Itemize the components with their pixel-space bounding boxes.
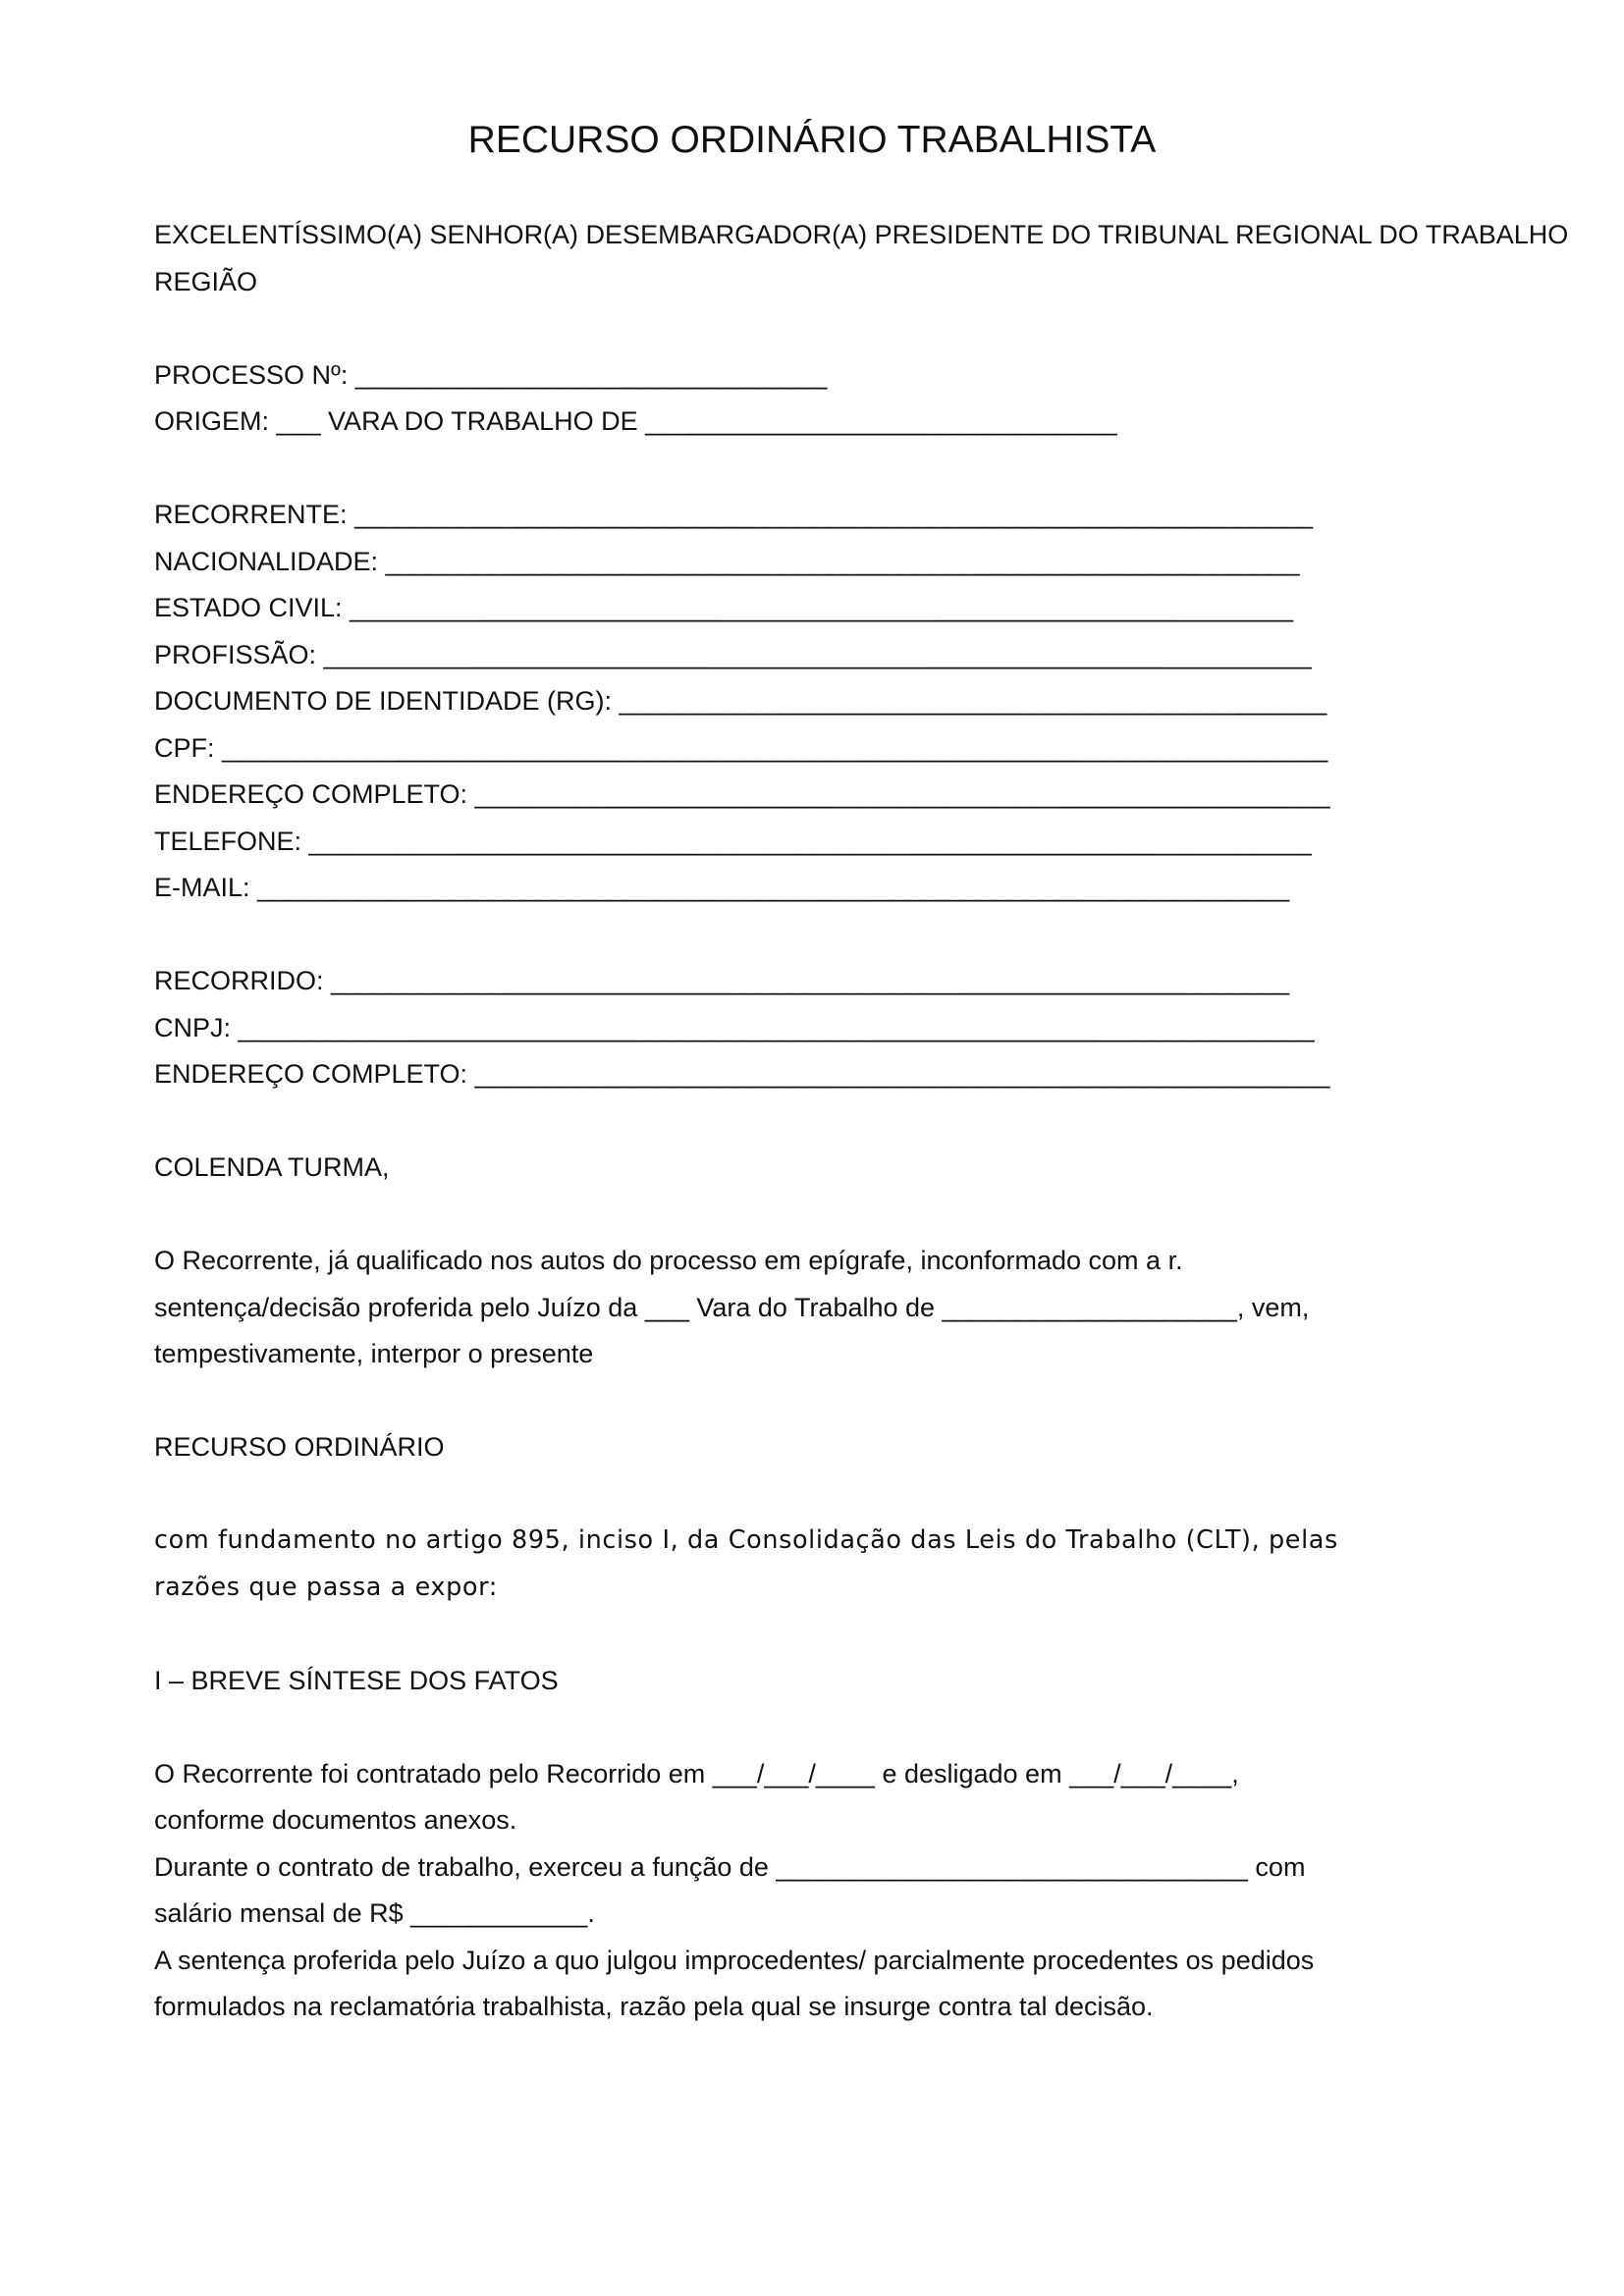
document-title: RECURSO ORDINÁRIO TRABALHISTA (467, 119, 1157, 161)
documento-rg-field: DOCUMENTO DE IDENTIDADE (RG): ________________________________________________ (154, 686, 1327, 716)
fatos-line-4: salário mensal de R$ ____________. (154, 1898, 595, 1928)
fatos-line-2: conforme documentos anexos. (154, 1805, 517, 1835)
addressee-line-2: REGIÃO (154, 266, 258, 296)
endereco-recorrente-field: ENDEREÇO COMPLETO: __________________________________________________________ (154, 779, 1330, 809)
processo-field: PROCESSO Nº: ________________________________ (154, 359, 828, 390)
spacer (154, 1704, 1624, 1751)
telefone-field: TELEFONE: ____________________________________________________________________ (154, 826, 1312, 856)
recorrente-field: RECORRENTE: _________________________________________________________________ (154, 500, 1314, 529)
recorrido-field: RECORRIDO: _________________________________________________________________ (154, 966, 1290, 995)
spacer (154, 1192, 1624, 1239)
document-body (154, 212, 1624, 2031)
fatos-line-5: A sentença proferida pelo Juízo a quo julgou improcedentes/ parcialmente procedentes os pedidos (154, 1945, 1315, 1975)
colenda-turma: COLENDA TURMA, (154, 1152, 390, 1182)
fundamento-line-2: razões que passa a expor: (154, 1572, 498, 1602)
spacer (154, 1471, 1624, 1519)
estado-civil-field: ESTADO CIVIL: ________________________________________________________________ (154, 593, 1294, 622)
addressee-line-1: EXCELENTÍSSIMO(A) SENHOR(A) DESEMBARGADOR(A) PRESIDENTE DO TRIBUNAL REGIONAL DO TRABALHO (154, 220, 1569, 249)
endereco-recorrido-field: ENDEREÇO COMPLETO: __________________________________________________________ (154, 1059, 1330, 1089)
section-1-heading: I – BREVE SÍNTESE DOS FATOS (154, 1665, 559, 1695)
fatos-line-6: formulados na reclamatória trabalhista, razão pela qual se insurge contra tal decisão. (154, 1992, 1154, 2021)
spacer (154, 1611, 1624, 1658)
email-field: E-MAIL: ______________________________________________________________________ (154, 873, 1290, 902)
spacer (154, 305, 1624, 352)
intro-line-1: O Recorrente, já qualificado nos autos do processo em epígrafe, inconformado com a r. (154, 1246, 1183, 1275)
cpf-field: CPF: ___________________________________________________________________________ (154, 732, 1328, 763)
cnpj-field: CNPJ: _________________________________________________________________________ (154, 1012, 1315, 1042)
fatos-line-1: O Recorrente foi contratado pelo Recorrido em ___/___/____ e desligado em ___/___/____, (154, 1758, 1239, 1789)
spacer (154, 1378, 1624, 1425)
recurso-heading: RECURSO ORDINÁRIO (154, 1432, 445, 1462)
nacionalidade-field: NACIONALIDADE: ______________________________________________________________ (154, 546, 1300, 576)
fatos-line-3: Durante o contrato de trabalho, exerceu a função de ________________________________ com (154, 1851, 1306, 1882)
spacer (154, 912, 1624, 959)
spacer (154, 446, 1624, 493)
spacer (154, 1098, 1624, 1146)
intro-line-3: tempestivamente, interpor o presente (154, 1339, 594, 1368)
origem-field: ORIGEM: ___ VARA DO TRABALHO DE ________________________________ (154, 406, 1117, 436)
intro-line-2: sentença/decisão proferida pelo Juízo da ___ Vara do Trabalho de ____________________, vem, (154, 1292, 1310, 1322)
fundamento-line-1: com fundamento no artigo 895, inciso I, da Consolidação das Leis do Trabalho (CLT), pelas (154, 1525, 1338, 1555)
profissao-field: PROFISSÃO: ___________________________________________________________________ (154, 639, 1312, 669)
